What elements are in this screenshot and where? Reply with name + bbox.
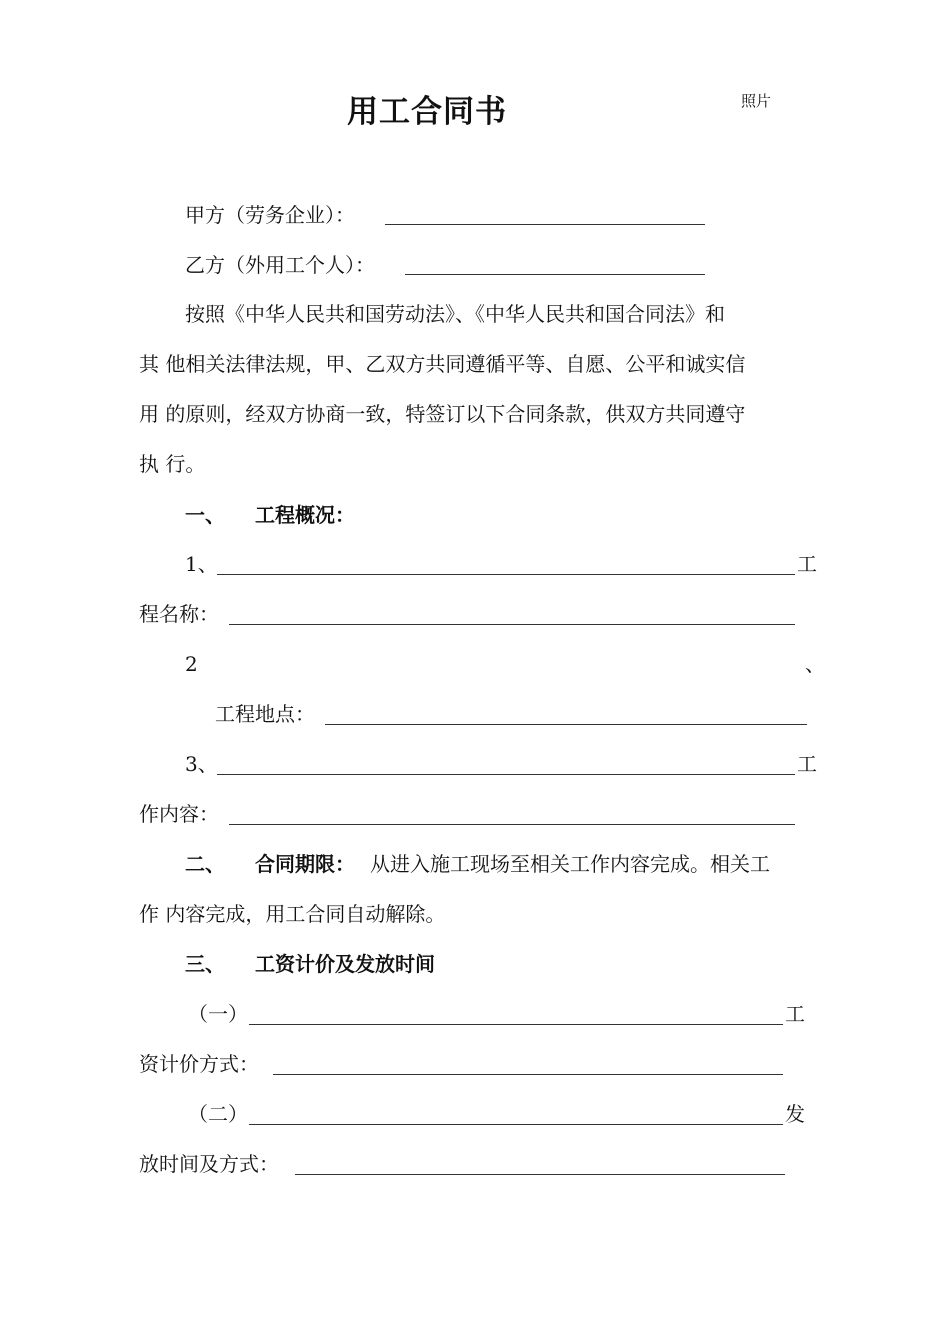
section-2-heading: 合同期限：	[255, 852, 355, 876]
party-b-blank	[405, 274, 705, 275]
photo-placeholder-label: 照片	[741, 92, 772, 110]
sub-2-number: （二）	[188, 1102, 248, 1126]
project-name-blank	[229, 624, 795, 625]
project-name-label: 程名称：	[139, 602, 219, 626]
preamble-line-3: 用 的原则，经双方协商一致，特签订以下合同条款，供双方共同遵守	[139, 402, 746, 426]
item-2-number: 2	[185, 652, 198, 676]
item-3-blank	[217, 774, 795, 775]
sub-1-number: （一）	[188, 1002, 248, 1026]
section-1-heading: 工程概况：	[255, 503, 355, 527]
section-3-heading: 工资计价及发放时间	[255, 952, 435, 976]
party-b-label: 乙方（外用工个人）：	[185, 253, 375, 277]
section-2-text-1: 从进入施工现场至相关工作内容完成。相关工	[370, 852, 770, 876]
party-a-blank	[385, 224, 705, 225]
work-content-blank	[229, 824, 795, 825]
item-1-number: 1、	[185, 552, 218, 576]
project-location-blank	[325, 724, 807, 725]
preamble-line-2: 其 他相关法律法规，甲、乙双方共同遵循平等、自愿、公平和诚实信	[139, 352, 746, 376]
payment-time-blank	[295, 1174, 785, 1175]
payment-time-label: 放时间及方式：	[139, 1152, 279, 1176]
item-3-tail: 工	[797, 752, 817, 776]
document-title: 用工合同书	[347, 94, 507, 130]
section-3-number: 三、	[185, 952, 225, 976]
section-2-number: 二、	[185, 852, 225, 876]
sub-2-tail: 发	[785, 1102, 805, 1126]
preamble-line-4: 执 行。	[139, 452, 206, 476]
item-1-blank	[217, 574, 795, 575]
item-2-tail: 、	[805, 652, 825, 676]
sub-2-blank	[249, 1124, 783, 1125]
wage-method-blank	[273, 1074, 783, 1075]
wage-method-label: 资计价方式：	[139, 1052, 259, 1076]
item-1-tail: 工	[797, 552, 817, 576]
section-1-number: 一、	[185, 503, 225, 527]
project-location-label: 工程地点：	[215, 702, 315, 726]
preamble-line-1: 按照《中华人民共和国劳动法》、《中华人民共和国合同法》和	[185, 302, 725, 326]
work-content-label: 作内容：	[139, 802, 219, 826]
party-a-label: 甲方（劳务企业）：	[185, 203, 355, 227]
item-3-number: 3、	[185, 752, 218, 776]
sub-1-tail: 工	[785, 1002, 805, 1026]
section-2-text-2: 作 内容完成，用工合同自动解除。	[139, 902, 446, 926]
sub-1-blank	[249, 1024, 783, 1025]
